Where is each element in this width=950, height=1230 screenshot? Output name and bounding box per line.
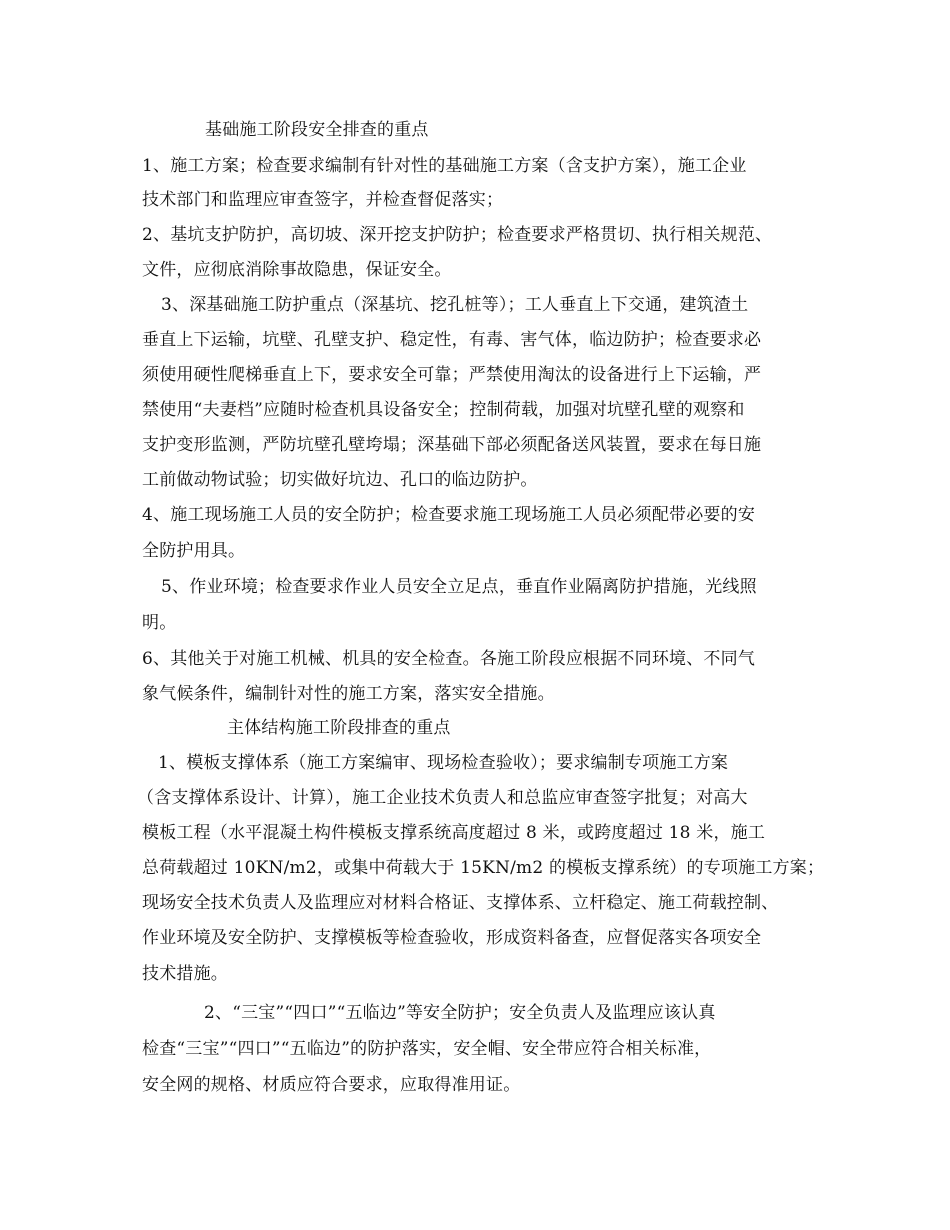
- paragraph-line: 1、施工方案；检查要求编制有针对性的基础施工方案（含支护方案），施工企业: [142, 156, 747, 176]
- paragraph-line: 检查“三宝”“四口”“五临边”的防护落实，安全帽、安全带应符合相关标准，: [142, 1039, 712, 1059]
- section-heading-foundation: 基础施工阶段安全排查的重点: [205, 120, 429, 140]
- paragraph-line: 技术部门和监理应审查签字，并检查督促落实；: [142, 190, 504, 210]
- paragraph-line: 安全网的规格、材质应符合要求，应取得准用证。: [142, 1075, 521, 1095]
- section-heading-main-structure: 主体结构施工阶段排查的重点: [227, 718, 451, 738]
- paragraph-line: 3、深基础施工防护重点（深基坑、挖孔桩等）；工人垂直上下交通，建筑渣土: [161, 295, 749, 315]
- paragraph-line: 总荷载超过 10KN/m2，或集中荷载大于 15KN/m2 的模板支撑系统）的专项施工方案；: [142, 858, 825, 878]
- paragraph-line: 2、基坑支护防护，高切坡、深开挖支护防护；检查要求严格贯切、执行相关规范、: [142, 225, 773, 245]
- paragraph-line: 全防护用具。: [142, 541, 246, 561]
- paragraph-line: 禁使用“夫妻档”应随时检查机具设备安全；控制荷载，加强对坑壁孔壁的观察和: [142, 400, 745, 420]
- paragraph-line: 模板工程（水平混凝土构件模板支撑系统高度超过 8 米，或跨度超过 18 米，施工: [142, 823, 766, 843]
- paragraph-line: 须使用硬性爬梯垂直上下，要求安全可靠；严禁使用淘汰的设备进行上下运输，严: [142, 365, 762, 385]
- paragraph-line: 支护变形监测，严防坑壁孔壁垮塌；深基础下部必须配备送风装置，要求在每日施: [142, 435, 762, 455]
- paragraph-line: 明。: [142, 613, 177, 633]
- paragraph-line: 作业环境及安全防护、支撑模板等检查验收，形成资料备查，应督促落实各项安全: [142, 928, 762, 948]
- paragraph-line: 4、施工现场施工人员的安全防护；检查要求施工现场施工人员必须配带必要的安: [142, 505, 756, 525]
- paragraph-line: 1、模板支撑体系（施工方案编审、现场检查验收）；要求编制专项施工方案: [158, 753, 729, 773]
- paragraph-line: 现场安全技术负责人及监理应对材料合格证、支撑体系、立杆稳定、施工荷载控制、: [142, 893, 779, 913]
- paragraph-line: 6、其他关于对施工机械、机具的安全检查。各施工阶段应根据不同环境、不同气: [142, 649, 756, 669]
- paragraph-line: 象气候条件，编制针对性的施工方案，落实安全措施。: [142, 684, 555, 704]
- paragraph-line: 工前做动物试验；切实做好坑边、孔口的临边防护。: [142, 470, 538, 490]
- paragraph-line: 文件，应彻底消除事故隐患，保证安全。: [142, 260, 452, 280]
- paragraph-line: 垂直上下运输，坑壁、孔壁支护、稳定性，有毒、害气体，临边防护；检查要求必: [142, 330, 762, 350]
- paragraph-line: 5、作业环境；检查要求作业人员安全立足点，垂直作业隔离防护措施，光线照: [161, 577, 757, 597]
- paragraph-line: （含支撑体系设计、计算），施工企业技术负责人和总监应审查签字批复；对高大: [137, 788, 748, 808]
- paragraph-line: 技术措施。: [142, 964, 228, 984]
- paragraph-line: 2、“三宝”“四口”“五临边”等安全防护；安全负责人及监理应该认真: [204, 1003, 716, 1023]
